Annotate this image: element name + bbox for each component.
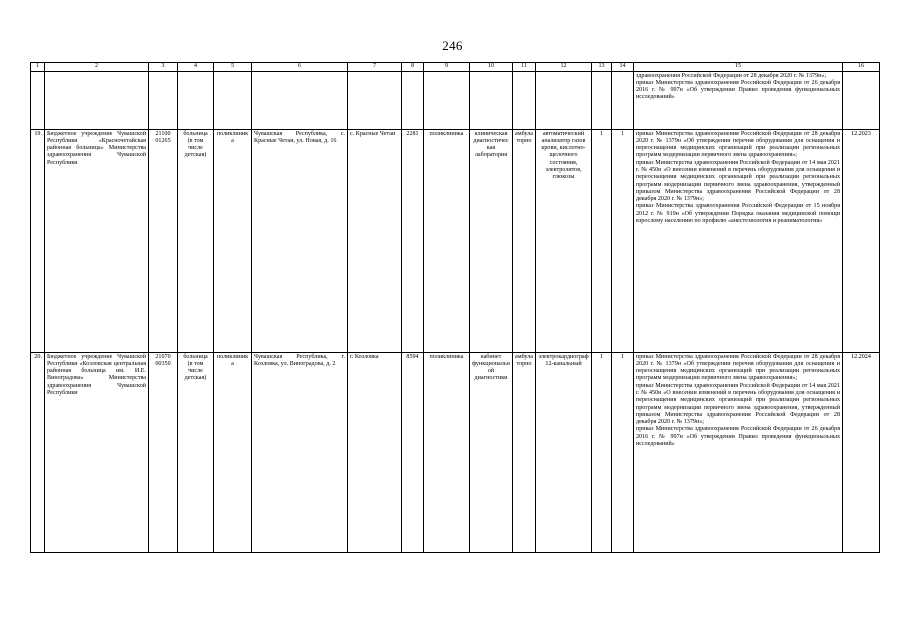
deadline-date: 12.2024 bbox=[843, 353, 880, 553]
room: клиническая диагностическая лаборатория bbox=[470, 130, 513, 353]
table-row bbox=[31, 130, 880, 353]
table-row bbox=[31, 353, 880, 553]
legal-basis: приказ Министерства здравоохранения Российской Федерации от 28 декабря 2020 г. № 1379н «Об утверждении перечня оборудования для оснащения и переоснащения медицинских организаций при реализации региональных программ модернизации первичного звена здравоохранения»; приказ Министерства здравоохранения Российской Федерации от 14 мая 2021 г. № 450н «О внесении изменений в перечень оборудования для оснащения и переоснащения медицинских организаций при реализации региональных программ модернизации первичного звена здравоохранения, утвержденный приказом Министерства здравоохранения Российской Федерации от 28 декабря 2020 г. № 1379н»; приказ Министерства здравоохранения Российской Федерации от 26 декабря 2016 г. № 997н «Об утверждении Правил проведения функциональных исследований» bbox=[634, 353, 843, 553]
population: 2281 bbox=[402, 130, 424, 353]
col-number: 12 bbox=[536, 63, 592, 72]
locality: г. Козловка bbox=[348, 353, 402, 553]
col-number: 8 bbox=[402, 63, 424, 72]
equipment-name: электрокардиограф 12-канальный bbox=[536, 353, 592, 553]
organization-name: Бюджетное учреждение Чувашской Республики «Козловская центральная районная больница им. И.Е. Виноградова» Министерства здравоохранения Чувашской Республики bbox=[45, 353, 149, 553]
col-number: 2 bbox=[45, 63, 149, 72]
row-number: 20. bbox=[31, 353, 45, 553]
division: поликлиника bbox=[424, 353, 470, 553]
col-number: 11 bbox=[513, 63, 536, 72]
continuation-row bbox=[31, 72, 880, 130]
quantity-required: 1 bbox=[592, 353, 612, 553]
col-number: 16 bbox=[843, 63, 880, 72]
organization-code: 21100 01265 bbox=[149, 130, 178, 353]
room: кабинет функциональной диагностики bbox=[470, 353, 513, 553]
structural-unit: поликлиника bbox=[214, 130, 252, 353]
row-number: 19. bbox=[31, 130, 45, 353]
column-number-row bbox=[31, 63, 880, 72]
col-number: 14 bbox=[612, 63, 634, 72]
col-number: 5 bbox=[214, 63, 252, 72]
locality: с. Красные Четаи bbox=[348, 130, 402, 353]
legal-basis-cell: здравоохранения Российской Федерации от 28 декабря 2020 г. № 1379н»; приказ Министерства здравоохранения Российской Федерации от 26 декабря 2016 г. № 997н «Об утверждении Правил проведения функциональных исследований» bbox=[634, 72, 843, 130]
care-conditions: амбулаторно bbox=[513, 130, 536, 353]
col-number: 6 bbox=[252, 63, 348, 72]
quantity-planned: 1 bbox=[612, 130, 634, 353]
division: поликлиника bbox=[424, 130, 470, 353]
organization-code: 21070 00350 bbox=[149, 353, 178, 553]
col-number: 7 bbox=[348, 63, 402, 72]
col-number: 13 bbox=[592, 63, 612, 72]
deadline-date: 12.2023 bbox=[843, 130, 880, 353]
col-number: 4 bbox=[178, 63, 214, 72]
equipment-register-table bbox=[30, 62, 880, 553]
organization-type: больница (в том числе детская) bbox=[178, 130, 214, 353]
quantity-required: 1 bbox=[592, 130, 612, 353]
page-number: 246 bbox=[442, 38, 463, 53]
col-number: 9 bbox=[424, 63, 470, 72]
col-number: 15 bbox=[634, 63, 843, 72]
col-number: 1 bbox=[31, 63, 45, 72]
legal-basis: приказ Министерства здравоохранения Российской Федерации от 28 декабря 2020 г. № 1379н «Об утверждении перечня оборудования для оснащения и переоснащения медицинских организаций при реализации региональных программ модернизации первичного звена здравоохранения»; приказ Министерства здравоохранения Российской Федерации от 14 мая 2021 г. № 450н «О внесении изменений в перечень оборудования для оснащения и переоснащения медицинских организаций при реализации региональных программ модернизации первичного звена здравоохранения, утвержденный приказом Министерства здравоохранения Российской Федерации от 28 декабря 2020 г. № 1379н»; приказ Министерства здравоохранения Российской Федерации от 15 ноября 2012 г. № 919н «Об утверждении Порядка оказания медицинской помощи взрослому населению по профилю «анестезиология и реаниматология» bbox=[634, 130, 843, 353]
organization-name: Бюджетное учреждение Чувашской Республики «Красночетайская районная больница» Министерства здравоохранения Чувашской Республики bbox=[45, 130, 149, 353]
structural-unit: поликлиника bbox=[214, 353, 252, 553]
address: Чувашская Республика, г. Козловка, ул. Виноградова, д. 2 bbox=[252, 353, 348, 553]
equipment-name: автоматический анализатор газов крови, кислотно-щелочного состояния, электролитов, глюкозы bbox=[536, 130, 592, 353]
address: Чувашская Республика, с. Красные Четаи, ул. Новая, д. 16 bbox=[252, 130, 348, 353]
quantity-planned: 1 bbox=[612, 353, 634, 553]
population: 8594 bbox=[402, 353, 424, 553]
col-number: 10 bbox=[470, 63, 513, 72]
organization-type: больница (в том числе детская) bbox=[178, 353, 214, 553]
care-conditions: амбулаторно bbox=[513, 353, 536, 553]
col-number: 3 bbox=[149, 63, 178, 72]
